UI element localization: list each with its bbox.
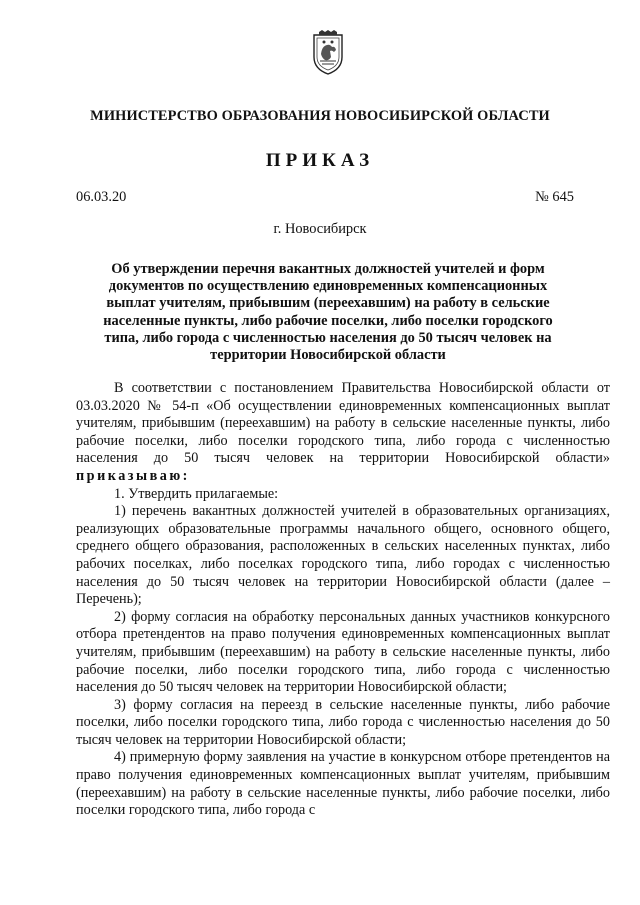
coat-of-arms-icon: [311, 30, 345, 76]
preamble-text: В соответствии с постановлением Правительства Новосибирской области от 03.03.2020 № 54-п «Об осуществлении единовременных компенсационных выплат учителям, прибывшим (переехавшим) на работу в сельские населенные пункты, либо рабочие поселки, либо поселки городского типа, либо города с численностью населения до 50 тысяч человек на территории Новосибирской области»: [76, 380, 610, 467]
order-place: г. Новосибирск: [273, 221, 367, 237]
order-number: № 645: [535, 189, 574, 205]
order-date: 06.03.20: [76, 189, 127, 205]
item-1: 1. Утвердить прилагаемые:: [114, 485, 279, 502]
order-title: ПРИКАЗ: [265, 150, 375, 171]
order-word: приказываю:: [76, 467, 190, 484]
preamble-paragraph: [76, 380, 610, 486]
order-heading: Об утверждении перечня вакантных должностей учителей и форм документов по осуществлению единовременных компенсационных выплат учителям, прибывшим (переехавшим) на работу в сельские населенные пункты, либо рабочие поселки, либо поселки городского типа, либо города с численностью населения до 50 тысяч человек на территории Новосибирской области: [103, 261, 553, 364]
ministry-name: МИНИСТЕРСТВО ОБРАЗОВАНИЯ НОВОСИБИРСКОЙ ОБЛАСТИ: [90, 108, 550, 124]
sub-item-1: 1) перечень вакантных должностей учителей в образовательных организациях, реализующих образовательные программы начального общего, основного общего, среднего общего образования, расположенных в сельских населенных пунктах, либо рабочих поселках, либо поселках городского типа, либо городах с численностью населения до 50 тысяч человек на территории Новосибирской области (далее – Перечень);: [76, 503, 610, 608]
order-body: [76, 380, 610, 820]
sub-item-4: 4) примерную форму заявления на участие в конкурсном отборе претендентов на право получения единовременных компенсационных выплат учителям, прибывшим (переехавшим) на работу в сельские населенные пункты, либо рабочие поселки, либо поселки городского типа, либо города с: [76, 749, 610, 819]
sub-item-2: 2) форму согласия на обработку персональных данных участников конкурсного отбора претендентов на право получения единовременных компенсационных выплат учителям, прибывшим (переехавшим) на работу в сельские населенные пункты, либо рабочие поселки, либо поселки городского типа, либо города с численностью населения до 50 тысяч человек на территории Новосибирской области;: [76, 608, 610, 696]
sub-item-3: 3) форму согласия на переезд в сельские населенные пункты, либо рабочие поселки, либо поселки городского типа, либо города с численностью населения до 50 тысяч человек на территории Новосибирской области;: [76, 696, 610, 748]
